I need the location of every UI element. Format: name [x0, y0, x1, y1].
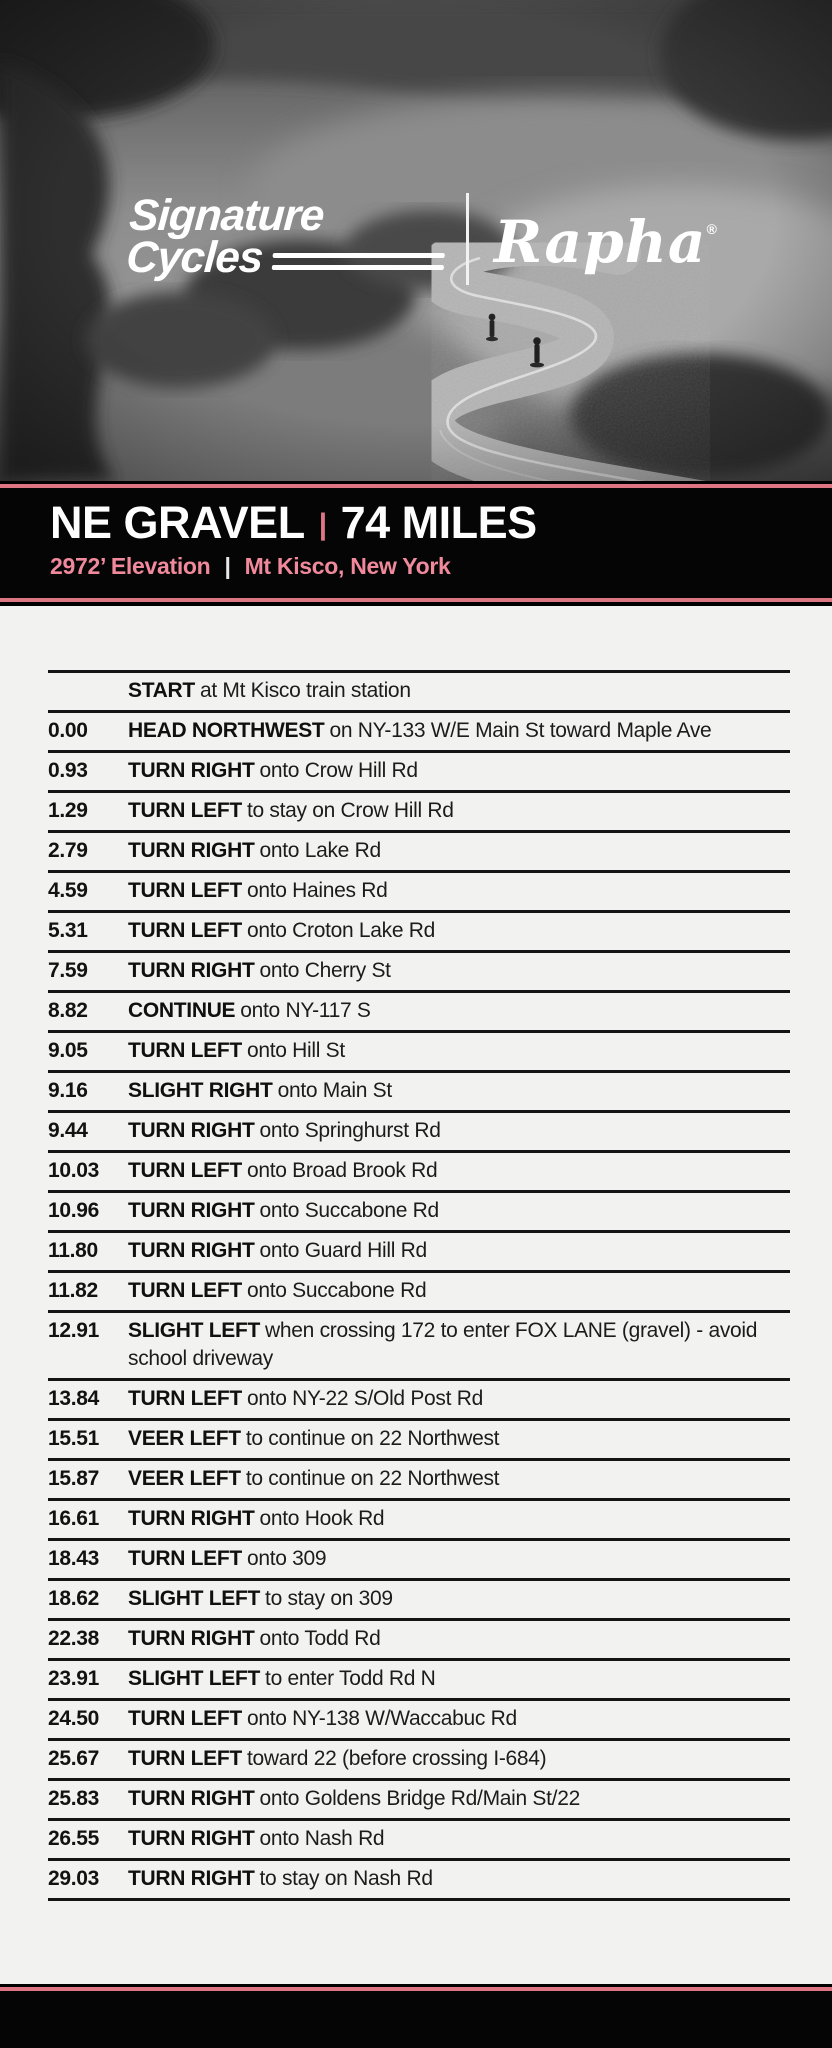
cue-instruction	[128, 837, 790, 865]
cue-detail: onto Crow Hill Rd	[259, 759, 418, 782]
cue-action: SLIGHT LEFT	[128, 1667, 261, 1690]
route-photo	[0, 0, 832, 481]
cue-instruction	[128, 1545, 790, 1573]
cue-detail: to stay on Crow Hill Rd	[246, 799, 454, 822]
cue-mileage: 13.84	[48, 1387, 100, 1410]
route-distance: 74 MILES	[340, 497, 537, 548]
cue-action: TURN LEFT	[128, 1159, 242, 1182]
cue-detail: onto Broad Brook Rd	[246, 1159, 438, 1182]
cue-row	[48, 873, 790, 913]
cue-mileage: 11.80	[48, 1239, 98, 1262]
cue-mileage: 1.29	[48, 799, 88, 822]
cue-detail: toward 22 (before crossing I-684)	[246, 1747, 547, 1770]
cue-mileage: 26.55	[48, 1827, 100, 1850]
cue-instruction	[128, 1117, 790, 1145]
cue-detail: onto Goldens Bridge Rd/Main St/22	[259, 1787, 580, 1810]
logo-divider-line	[466, 193, 469, 285]
cue-row	[48, 1541, 790, 1581]
cue-row	[48, 1233, 790, 1273]
cue-detail: onto Cherry St	[259, 959, 391, 982]
cycles-wordmark: Cycles	[124, 233, 265, 282]
cue-action: TURN RIGHT	[128, 1199, 255, 1222]
cue-mileage: 18.43	[48, 1547, 100, 1570]
cue-row	[48, 1113, 790, 1153]
cue-action: TURN LEFT	[128, 1747, 242, 1770]
cue-row	[48, 713, 790, 753]
cue-action: TURN RIGHT	[128, 1507, 255, 1530]
cue-action: START	[128, 679, 195, 702]
cue-action: TURN LEFT	[128, 879, 242, 902]
cue-mileage: 9.44	[48, 1119, 88, 1142]
route-subtitle	[50, 552, 832, 580]
cue-row	[48, 1661, 790, 1701]
cue-mileage: 9.05	[48, 1039, 88, 1062]
cue-detail: onto Guard Hill Rd	[259, 1239, 427, 1262]
cue-action: TURN LEFT	[128, 799, 242, 822]
cue-detail: at Mt Kisco train station	[199, 679, 411, 702]
cue-row	[48, 1781, 790, 1821]
subtitle-separator: |	[224, 553, 231, 579]
cue-instruction	[128, 1785, 790, 1813]
cue-detail: to continue on 22 Northwest	[245, 1427, 500, 1450]
cue-action: VEER LEFT	[128, 1467, 241, 1490]
cue-detail: onto Succabone Rd	[259, 1199, 439, 1222]
signature-cycles-logo	[124, 191, 449, 282]
cue-instruction	[128, 917, 790, 945]
cue-mileage: 24.50	[48, 1707, 100, 1730]
cue-row	[48, 1701, 790, 1741]
cue-mileage: 0.93	[48, 759, 88, 782]
cue-action: SLIGHT LEFT	[128, 1587, 261, 1610]
signature-wordmark: Signature	[127, 191, 326, 240]
cue-instruction	[128, 997, 790, 1025]
cue-detail: to enter Todd Rd N	[265, 1667, 436, 1690]
cue-row	[48, 1741, 790, 1781]
cue-detail: onto Springhurst Rd	[259, 1119, 441, 1142]
cue-action: TURN RIGHT	[128, 959, 255, 982]
cue-mileage: 23.91	[48, 1667, 100, 1690]
cue-instruction	[128, 1625, 790, 1653]
cue-action: CONTINUE	[128, 999, 236, 1022]
cue-detail: onto Croton Lake Rd	[246, 919, 436, 942]
cue-instruction	[128, 1465, 790, 1493]
cue-instruction	[128, 1385, 790, 1413]
cue-mileage: 16.61	[48, 1507, 100, 1530]
title-separator: |	[318, 508, 327, 541]
cue-row	[48, 953, 790, 993]
cue-row	[48, 1821, 790, 1861]
cue-action: TURN RIGHT	[128, 1119, 255, 1142]
cue-action: TURN RIGHT	[128, 1867, 255, 1890]
cue-action: TURN LEFT	[128, 919, 242, 942]
cue-detail: to stay on 309	[265, 1587, 393, 1610]
cue-row	[48, 1501, 790, 1541]
cue-action: SLIGHT RIGHT	[128, 1079, 273, 1102]
cue-mileage: 29.03	[48, 1867, 100, 1890]
cue-detail: onto NY-117 S	[240, 999, 371, 1022]
cue-row	[48, 1193, 790, 1233]
cue-detail: onto Main St	[277, 1079, 392, 1102]
cue-mileage: 11.82	[48, 1279, 98, 1302]
cue-detail: when crossing 172 to enter FOX LANE (gravel) - avoid school driveway	[128, 1319, 758, 1370]
cue-row	[48, 1861, 790, 1901]
cue-row	[48, 1581, 790, 1621]
cue-instruction	[128, 1237, 790, 1265]
cue-action: TURN RIGHT	[128, 1787, 255, 1810]
cue-table	[48, 670, 790, 1901]
registered-mark: ®	[706, 221, 717, 237]
cue-instruction	[128, 877, 790, 905]
cue-detail: onto Haines Rd	[246, 879, 388, 902]
cue-instruction	[128, 1585, 790, 1613]
cue-action: VEER LEFT	[128, 1427, 241, 1450]
cue-mileage: 18.62	[48, 1587, 100, 1610]
cue-row	[48, 913, 790, 953]
cue-instruction	[128, 1077, 790, 1105]
cue-row	[48, 993, 790, 1033]
cue-action: TURN LEFT	[128, 1707, 242, 1730]
cue-action: TURN RIGHT	[128, 759, 255, 782]
cue-row	[48, 1381, 790, 1421]
cue-detail: onto Hook Rd	[259, 1507, 385, 1530]
cue-action: HEAD NORTHWEST	[128, 719, 325, 742]
cue-instruction	[128, 677, 790, 705]
cue-action: TURN LEFT	[128, 1279, 242, 1302]
logo-layer	[0, 0, 832, 481]
cue-instruction	[128, 1425, 790, 1453]
cue-instruction	[128, 1665, 790, 1693]
cue-mileage: 4.59	[48, 879, 88, 902]
rapha-logo: Rapha®	[494, 208, 717, 276]
cue-mileage: 7.59	[48, 959, 88, 982]
cue-detail: onto Todd Rd	[259, 1627, 381, 1650]
cue-instruction	[128, 1157, 790, 1185]
cue-instruction	[128, 1037, 790, 1065]
cue-row	[48, 1421, 790, 1461]
cue-detail: on NY-133 W/E Main St toward Maple Ave	[329, 719, 712, 742]
route-location: Mt Kisco, New York	[244, 553, 451, 579]
cue-mileage	[48, 677, 128, 705]
cue-action: TURN RIGHT	[128, 1239, 255, 1262]
cue-mileage: 12.91	[48, 1319, 100, 1342]
cue-detail: onto Hill St	[246, 1039, 345, 1062]
cue-mileage: 15.51	[48, 1427, 100, 1450]
cue-detail: to continue on 22 Northwest	[245, 1467, 500, 1490]
cue-row	[48, 673, 790, 713]
cue-action: SLIGHT LEFT	[128, 1319, 261, 1342]
cue-mileage: 15.87	[48, 1467, 100, 1490]
cue-instruction	[128, 1705, 790, 1733]
cue-action: TURN RIGHT	[128, 1827, 255, 1850]
footer-band	[0, 1984, 832, 2048]
cue-detail: onto 309	[246, 1547, 327, 1570]
cue-mileage: 2.79	[48, 839, 88, 862]
cue-row	[48, 793, 790, 833]
cue-row	[48, 1073, 790, 1113]
cue-instruction	[128, 1865, 790, 1893]
cue-detail: onto Nash Rd	[259, 1827, 385, 1850]
cue-instruction	[128, 1317, 790, 1373]
cue-mileage: 10.96	[48, 1199, 100, 1222]
cue-instruction	[128, 957, 790, 985]
cue-action: TURN LEFT	[128, 1387, 242, 1410]
cue-mileage: 25.83	[48, 1787, 100, 1810]
cue-instruction	[128, 1505, 790, 1533]
cue-mileage: 5.31	[48, 919, 88, 942]
cue-row	[48, 1621, 790, 1661]
cue-instruction	[128, 1745, 790, 1773]
cue-instruction	[128, 1825, 790, 1853]
cue-row	[48, 1153, 790, 1193]
cue-action: TURN LEFT	[128, 1039, 242, 1062]
cue-row	[48, 753, 790, 793]
cue-action: TURN LEFT	[128, 1547, 242, 1570]
cue-mileage: 9.16	[48, 1079, 88, 1102]
cue-row	[48, 1033, 790, 1073]
footer-black-fill	[0, 1991, 832, 2048]
cue-row	[48, 1313, 790, 1381]
logo-rule-lines	[272, 253, 445, 270]
cue-mileage: 0.00	[48, 719, 88, 742]
cue-row	[48, 1273, 790, 1313]
cue-row	[48, 1461, 790, 1501]
cue-detail: onto Lake Rd	[259, 839, 381, 862]
cue-action: TURN RIGHT	[128, 839, 255, 862]
cue-mileage: 10.03	[48, 1159, 100, 1182]
route-title	[50, 498, 832, 550]
cue-detail: onto Succabone Rd	[246, 1279, 427, 1302]
cue-action: TURN RIGHT	[128, 1627, 255, 1650]
cue-row	[48, 833, 790, 873]
cue-instruction	[128, 1277, 790, 1305]
cue-instruction	[128, 1197, 790, 1225]
cue-instruction	[128, 757, 790, 785]
cue-detail: onto NY-22 S/Old Post Rd	[246, 1387, 483, 1410]
cue-instruction	[128, 717, 790, 745]
cue-sheet-body	[0, 606, 832, 1984]
title-banner	[0, 488, 832, 598]
route-elevation: 2972’ Elevation	[50, 553, 211, 579]
cue-detail: onto NY-138 W/Waccabuc Rd	[246, 1707, 517, 1730]
cue-mileage: 8.82	[48, 999, 88, 1022]
cue-detail: to stay on Nash Rd	[259, 1867, 433, 1890]
cue-mileage: 25.67	[48, 1747, 100, 1770]
route-name: NE GRAVEL	[50, 497, 305, 548]
cue-instruction	[128, 797, 790, 825]
cue-mileage: 22.38	[48, 1627, 100, 1650]
